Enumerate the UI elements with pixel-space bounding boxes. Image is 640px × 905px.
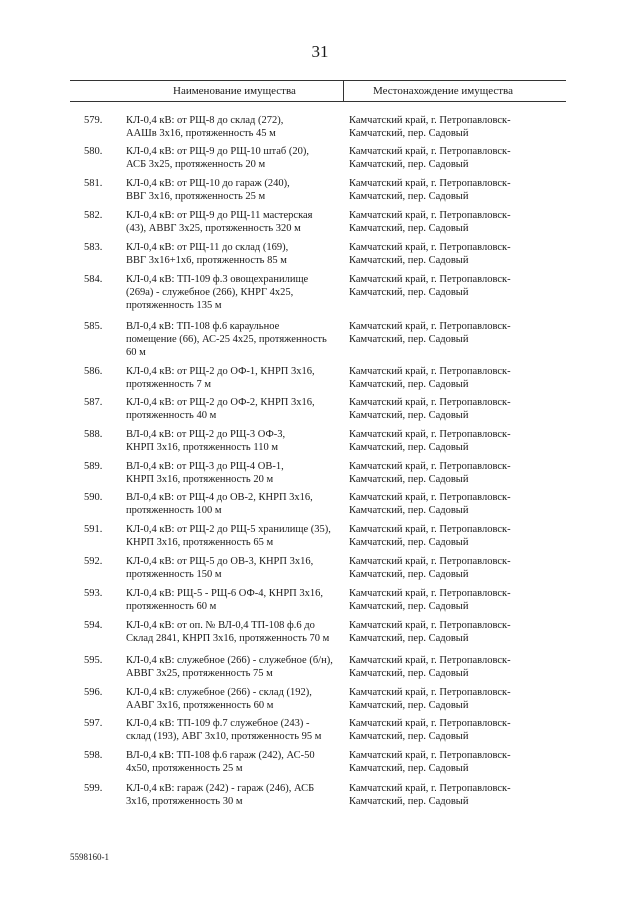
property-location-line: Камчатский край, г. Петропавловск- xyxy=(349,366,511,377)
property-name-line: 4х50, протяженность 25 м xyxy=(126,763,243,774)
property-name-line: ВЛ-0,4 кВ: от РЩ-3 до РЩ-4 ОВ-1, xyxy=(126,461,284,472)
property-name xyxy=(126,782,341,808)
row-number: 599. xyxy=(84,783,103,794)
property-location xyxy=(349,619,549,645)
row-number: 591. xyxy=(84,524,103,535)
property-name-line: КЛ-0,4 кВ: от РЩ-2 до ОФ-2, КНРП 3х16, xyxy=(126,397,315,408)
property-name xyxy=(126,145,341,171)
property-name-line: АСБ 3х25, протяженность 20 м xyxy=(126,159,266,170)
property-name xyxy=(126,428,341,454)
property-location-line: Камчатский край, г. Петропавловск- xyxy=(349,397,511,408)
property-location xyxy=(349,654,549,680)
property-name-line: протяженность 135 м xyxy=(126,300,222,311)
property-name xyxy=(126,114,341,140)
property-location-line: Камчатский, пер. Садовый xyxy=(349,731,469,742)
table-top-rule xyxy=(70,80,566,81)
row-number: 584. xyxy=(84,274,103,285)
property-name-line: КЛ-0,4 кВ: от РЩ-11 до склад (169), xyxy=(126,242,289,253)
property-location xyxy=(349,114,549,140)
property-name-line: КНРП 3х16, протяженность 65 м xyxy=(126,537,274,548)
row-number: 583. xyxy=(84,242,103,253)
row-number: 594. xyxy=(84,620,103,631)
property-name-line: АВВГ 3х25, протяженность 75 м xyxy=(126,668,273,679)
property-name xyxy=(126,241,341,267)
property-location xyxy=(349,555,549,581)
property-name-line: КНРП 3х16, протяженность 110 м xyxy=(126,442,278,453)
property-location-line: Камчатский, пер. Садовый xyxy=(349,505,469,516)
property-location-line: Камчатский край, г. Петропавловск- xyxy=(349,461,511,472)
property-name-line: протяженность 60 м xyxy=(126,601,217,612)
row-number: 598. xyxy=(84,750,103,761)
property-location-line: Камчатский, пер. Садовый xyxy=(349,223,469,234)
row-number: 597. xyxy=(84,718,103,729)
property-name-line: протяженность 40 м xyxy=(126,410,217,421)
property-name-line: ААВГ 3х16, протяженность 60 м xyxy=(126,700,274,711)
property-name xyxy=(126,460,341,486)
property-location-line: Камчатский край, г. Петропавловск- xyxy=(349,321,511,332)
property-location-line: Камчатский край, г. Петропавловск- xyxy=(349,588,511,599)
header-location-column: Местонахождение имущества xyxy=(373,85,513,97)
property-name xyxy=(126,177,341,203)
property-name-line: КЛ-0,4 кВ: от РЩ-9 до РЩ-10 штаб (20), xyxy=(126,146,309,157)
row-number: 582. xyxy=(84,210,103,221)
property-location-line: Камчатский, пер. Садовый xyxy=(349,633,469,644)
property-name-line: ВВГ 3х16, протяженность 25 м xyxy=(126,191,266,202)
property-location xyxy=(349,491,549,517)
property-name-line: протяженность 100 м xyxy=(126,505,222,516)
row-number: 585. xyxy=(84,321,103,332)
property-name-line: ВЛ-0,4 кВ: от РЩ-4 до ОВ-2, КНРП 3х16, xyxy=(126,492,313,503)
property-location-line: Камчатский край, г. Петропавловск- xyxy=(349,210,511,221)
property-location xyxy=(349,145,549,171)
property-location-line: Камчатский, пер. Садовый xyxy=(349,569,469,580)
property-location-line: Камчатский, пер. Садовый xyxy=(349,537,469,548)
property-location-line: Камчатский край, г. Петропавловск- xyxy=(349,655,511,666)
property-location-line: Камчатский край, г. Петропавловск- xyxy=(349,556,511,567)
property-name-line: ВВГ 3х16+1х6, протяженность 85 м xyxy=(126,255,287,266)
property-location xyxy=(349,686,549,712)
property-location-line: Камчатский, пер. Садовый xyxy=(349,700,469,711)
row-number: 580. xyxy=(84,146,103,157)
row-number: 581. xyxy=(84,178,103,189)
property-name-line: КЛ-0,4 кВ: РЩ-5 - РЩ-6 ОФ-4, КНРП 3х16, xyxy=(126,588,324,599)
header-name-column: Наименование имущества xyxy=(173,85,296,97)
property-name-line: ААШв 3х16, протяженность 45 м xyxy=(126,128,276,139)
page-number: 31 xyxy=(311,42,329,61)
property-location-line: Камчатский край, г. Петропавловск- xyxy=(349,429,511,440)
property-location-line: Камчатский, пер. Садовый xyxy=(349,128,469,139)
property-name xyxy=(126,555,341,581)
property-location xyxy=(349,587,549,613)
property-location xyxy=(349,320,549,346)
property-location-line: Камчатский край, г. Петропавловск- xyxy=(349,242,511,253)
row-number: 586. xyxy=(84,366,103,377)
property-location xyxy=(349,396,549,422)
property-location-line: Камчатский край, г. Петропавловск- xyxy=(349,687,511,698)
property-location-line: Камчатский край, г. Петропавловск- xyxy=(349,178,511,189)
property-location-line: Камчатский, пер. Садовый xyxy=(349,601,469,612)
row-number: 588. xyxy=(84,429,103,440)
property-name xyxy=(126,749,341,775)
property-location xyxy=(349,177,549,203)
property-location-line: Камчатский край, г. Петропавловск- xyxy=(349,524,511,535)
property-name-line: КЛ-0,4 кВ: гараж (242) - гараж (246), АСБ xyxy=(126,783,315,794)
property-name xyxy=(126,717,341,743)
document-code: 5598160-1 xyxy=(70,852,109,862)
property-location-line: Камчатский, пер. Садовый xyxy=(349,763,469,774)
property-location-line: Камчатский край, г. Петропавловск- xyxy=(349,115,511,126)
property-location xyxy=(349,717,549,743)
property-location-line: Камчатский, пер. Садовый xyxy=(349,159,469,170)
property-location-line: Камчатский, пер. Садовый xyxy=(349,668,469,679)
property-location-line: Камчатский край, г. Петропавловск- xyxy=(349,492,511,503)
property-location-line: Камчатский край, г. Петропавловск- xyxy=(349,274,511,285)
property-location-line: Камчатский, пер. Садовый xyxy=(349,474,469,485)
property-name-line: КЛ-0,4 кВ: от РЩ-9 до РЩ-11 мастерская xyxy=(126,210,313,221)
row-number: 579. xyxy=(84,115,103,126)
property-location-line: Камчатский край, г. Петропавловск- xyxy=(349,146,511,157)
property-name xyxy=(126,209,341,235)
property-location xyxy=(349,241,549,267)
property-location xyxy=(349,209,549,235)
property-location xyxy=(349,460,549,486)
property-location-line: Камчатский край, г. Петропавловск- xyxy=(349,783,511,794)
row-number: 596. xyxy=(84,687,103,698)
property-location-line: Камчатский, пер. Садовый xyxy=(349,334,469,345)
property-name-line: Склад 2841, КНРП 3х16, протяженность 70 м xyxy=(126,633,330,644)
row-number: 595. xyxy=(84,655,103,666)
property-name xyxy=(126,523,341,549)
property-name-line: ВЛ-0,4 кВ: ТП-108 ф.6 гараж (242), АС-50 xyxy=(126,750,315,761)
property-name-line: КЛ-0,4 кВ: служебное (266) - служебное (б/н), xyxy=(126,655,333,666)
property-name xyxy=(126,320,341,359)
property-location-line: Камчатский край, г. Петропавловск- xyxy=(349,620,511,631)
property-name-line: КЛ-0,4 кВ: от РЩ-5 до ОВ-3, КНРП 3х16, xyxy=(126,556,314,567)
row-number: 589. xyxy=(84,461,103,472)
property-name-line: КЛ-0,4 кВ: от РЩ-10 до гараж (240), xyxy=(126,178,290,189)
table-header-rule xyxy=(70,101,566,102)
property-name xyxy=(126,654,341,680)
property-name-line: КЛ-0,4 кВ: ТП-109 ф.7 служебное (243) - xyxy=(126,718,310,729)
property-name-line: (43), АВВГ 3х25, протяженность 320 м xyxy=(126,223,301,234)
header-column-divider xyxy=(343,80,344,102)
property-location-line: Камчатский, пер. Садовый xyxy=(349,410,469,421)
property-location xyxy=(349,428,549,454)
property-name-line: протяженность 150 м xyxy=(126,569,222,580)
property-location xyxy=(349,365,549,391)
property-name-line: КЛ-0,4 кВ: служебное (266) - склад (192), xyxy=(126,687,312,698)
property-name-line: 3х16, протяженность 30 м xyxy=(126,796,243,807)
property-name-line: 60 м xyxy=(126,347,146,358)
property-name-line: протяженность 7 м xyxy=(126,379,211,390)
property-location-line: Камчатский, пер. Садовый xyxy=(349,796,469,807)
property-name-line: КЛ-0,4 кВ: от РЩ-8 до склад (272), xyxy=(126,115,284,126)
row-number: 592. xyxy=(84,556,103,567)
property-location-line: Камчатский, пер. Садовый xyxy=(349,379,469,390)
property-location xyxy=(349,273,549,299)
property-location-line: Камчатский, пер. Садовый xyxy=(349,442,469,453)
property-location xyxy=(349,782,549,808)
property-location xyxy=(349,523,549,549)
property-name xyxy=(126,619,341,645)
property-name xyxy=(126,587,341,613)
property-name xyxy=(126,365,341,391)
property-name xyxy=(126,491,341,517)
property-name-line: КЛ-0,4 кВ: ТП-109 ф.3 овощехранилище xyxy=(126,274,309,285)
property-location-line: Камчатский, пер. Садовый xyxy=(349,255,469,266)
property-name xyxy=(126,396,341,422)
property-location-line: Камчатский, пер. Садовый xyxy=(349,191,469,202)
property-name xyxy=(126,686,341,712)
property-name-line: КНРП 3х16, протяженность 20 м xyxy=(126,474,274,485)
property-location xyxy=(349,749,549,775)
property-name xyxy=(126,273,341,312)
property-location-line: Камчатский край, г. Петропавловск- xyxy=(349,750,511,761)
property-name-line: склад (193), АВГ 3х10, протяженность 95 м xyxy=(126,731,322,742)
row-number: 590. xyxy=(84,492,103,503)
property-name-line: КЛ-0,4 кВ: от РЩ-2 до РЩ-5 хранилище (35), xyxy=(126,524,331,535)
property-name-line: ВЛ-0,4 кВ: от РЩ-2 до РЩ-3 ОФ-3, xyxy=(126,429,286,440)
property-name-line: помещение (66), АС-25 4х25, протяженность xyxy=(126,334,327,345)
property-name-line: КЛ-0,4 кВ: от оп. № ВЛ-0,4 ТП-108 ф.6 до xyxy=(126,620,315,631)
row-number: 587. xyxy=(84,397,103,408)
property-name-line: ВЛ-0,4 кВ: ТП-108 ф.6 караульное xyxy=(126,321,280,332)
row-number: 593. xyxy=(84,588,103,599)
property-name-line: (269а) - служебное (266), КНРГ 4х25, xyxy=(126,287,294,298)
property-name-line: КЛ-0,4 кВ: от РЩ-2 до ОФ-1, КНРП 3х16, xyxy=(126,366,315,377)
property-location-line: Камчатский край, г. Петропавловск- xyxy=(349,718,511,729)
property-location-line: Камчатский, пер. Садовый xyxy=(349,287,469,298)
